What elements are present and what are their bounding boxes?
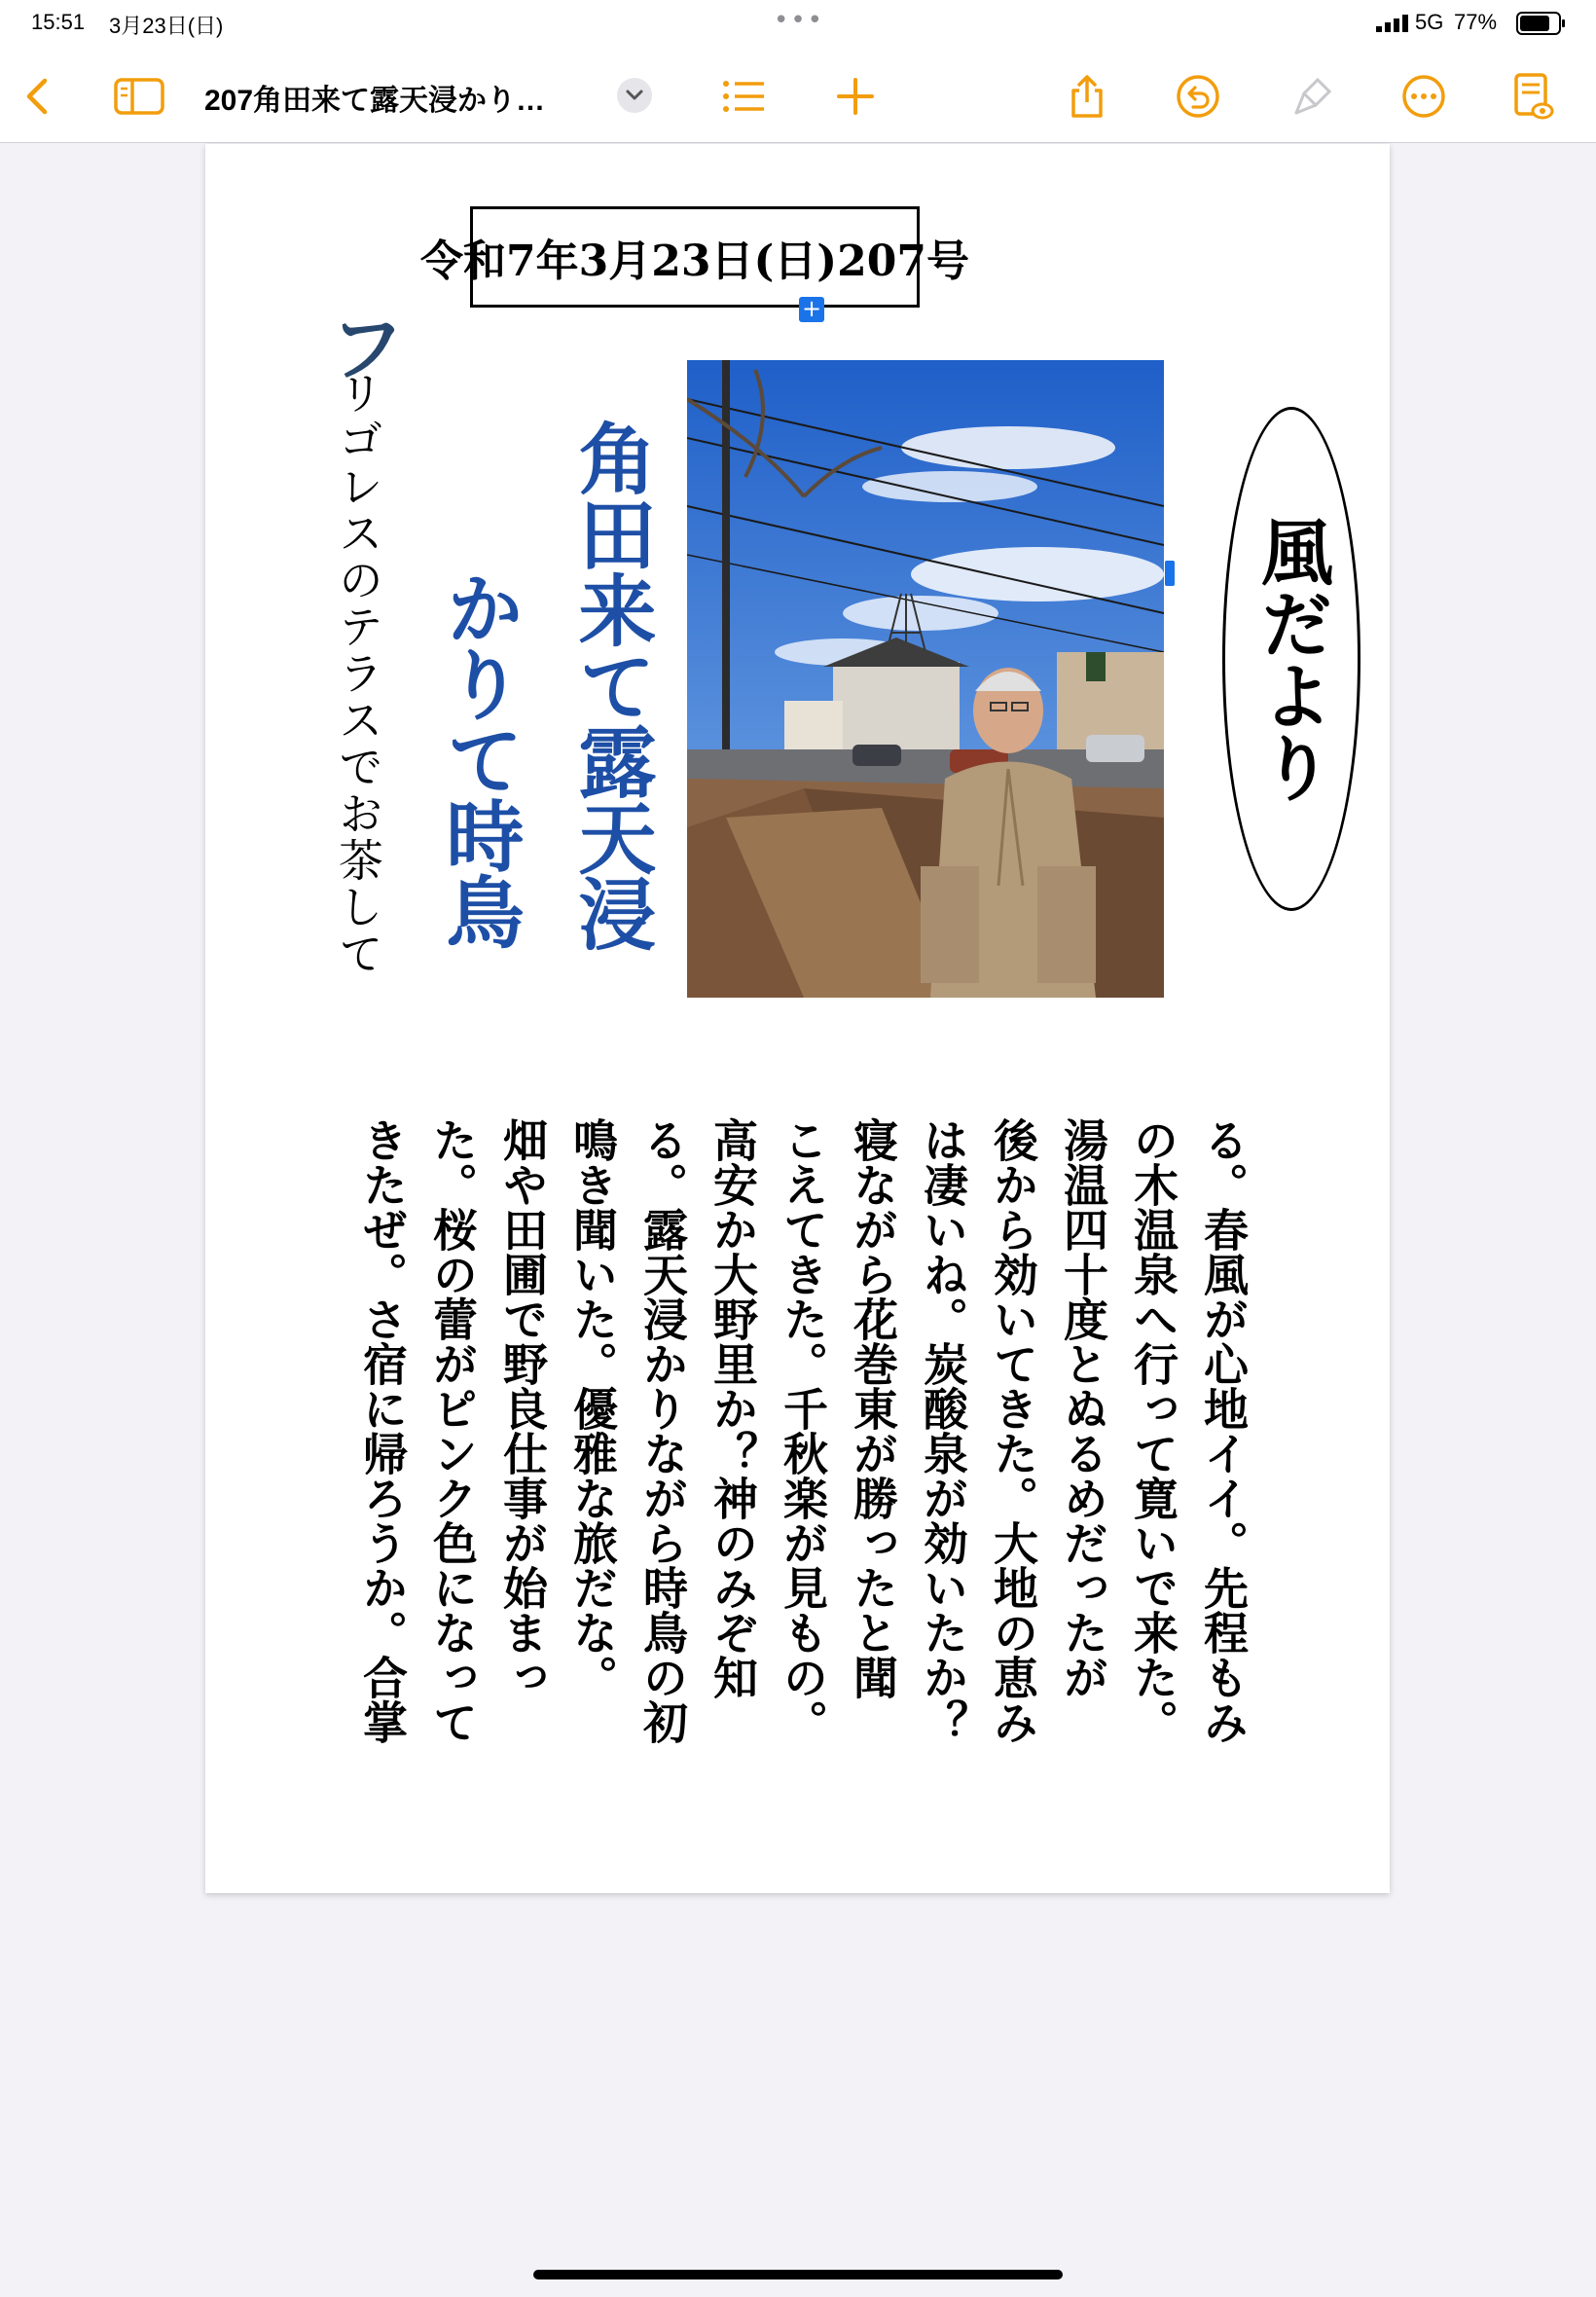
- headline-line-2: かりて時鳥: [433, 568, 525, 948]
- document-page[interactable]: [205, 144, 1390, 1893]
- column-label-oval[interactable]: [1222, 407, 1360, 911]
- share-icon: [1068, 73, 1106, 120]
- add-element-handle[interactable]: +: [799, 297, 824, 322]
- status-date: 3月23日(日): [109, 14, 224, 38]
- headline-line-1: 角田来て露天浸: [565, 419, 657, 950]
- more-icon: [1401, 74, 1446, 119]
- subtitle-vertical: リゴレスのテラスでお茶して: [332, 370, 384, 977]
- undo-icon: [1176, 74, 1220, 119]
- plus-icon: [836, 77, 875, 116]
- date-header-box[interactable]: [420, 206, 969, 308]
- document-view-icon: [1511, 72, 1554, 121]
- share-button[interactable]: [1061, 70, 1113, 123]
- format-list-button[interactable]: [718, 70, 771, 123]
- date-header: 令和7年3月23日(日)207号: [420, 237, 969, 286]
- subtitle-initial: フ: [330, 306, 404, 392]
- document-title[interactable]: 207角田来て露天浸かり…: [204, 85, 546, 117]
- sidebar-icon: [113, 77, 165, 116]
- terrace-photo-image: [687, 360, 1164, 998]
- more-options-button[interactable]: [1397, 70, 1450, 123]
- body-text[interactable]: る。春風が心地イイ。先程もみ の木温泉へ行って寛いで来た。 湯温四十度とぬるめだったが 後から効いてきた。大地の恵み は凄いね。炭酸泉が効いたか？ 寝ながら花巻東が勝ったと聞 こえてきた。千秋楽が見もの。 高安か大野里か？神のみぞ知 る。露天浸かりながら時鳥の初 鳴き聞いた。優雅な旅だな。 畑や田圃で野良仕事が始まっ た。桜の蕾がピンク色になって きたぜ。さ宿に帰ろうか。合掌: [356, 1117, 1250, 1744]
- sidebar-toggle-button[interactable]: [113, 70, 165, 123]
- format-brush-button[interactable]: [1287, 70, 1339, 123]
- multitasking-dots-icon[interactable]: •••: [774, 6, 825, 35]
- battery-icon: [1516, 12, 1561, 35]
- chevron-down-icon: [626, 90, 643, 101]
- battery-percent: 77%: [1454, 10, 1498, 34]
- status-bar: [0, 0, 1596, 49]
- reading-view-button[interactable]: [1506, 70, 1559, 123]
- undo-button[interactable]: [1172, 70, 1224, 123]
- insert-button[interactable]: [829, 70, 882, 123]
- chevron-left-icon: [23, 77, 53, 116]
- back-button[interactable]: [12, 70, 64, 123]
- list-icon: [721, 79, 768, 114]
- cellular-signal-icon: [1376, 15, 1409, 32]
- title-menu-button[interactable]: [617, 78, 652, 113]
- document-toolbar: [0, 49, 1596, 143]
- status-time: 15:51: [31, 10, 86, 34]
- column-label: 風だより: [1250, 515, 1333, 803]
- terrace-photo[interactable]: [687, 360, 1164, 998]
- network-type: 5G: [1415, 10, 1444, 34]
- photo-resize-handle[interactable]: [1165, 561, 1175, 586]
- brush-icon: [1290, 74, 1335, 119]
- home-indicator[interactable]: [533, 2270, 1063, 2279]
